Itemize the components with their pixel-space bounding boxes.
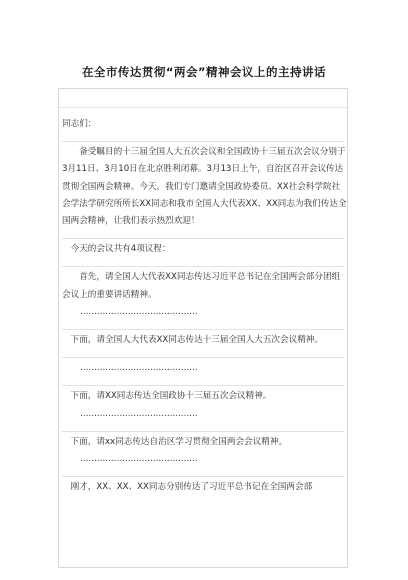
paragraph-agenda-item-1: 首先，请全国人大代表XX同志传达习近平总书记在全国两会部分团组会议上的重要讲话精神。	[62, 272, 341, 300]
separator	[62, 230, 348, 241]
separator	[62, 133, 348, 144]
ellipsis-line: ……………………………………	[80, 363, 198, 374]
paragraph-agenda: 今天的会议共有4项议程：	[62, 244, 171, 255]
separator	[62, 377, 348, 388]
separator	[62, 258, 348, 269]
paragraph-agenda-item-3: 下面，请XX同志传达全国政协十三届五次会议精神。	[62, 391, 272, 402]
paragraph-agenda-item-2: 下面，请全国人大代表XX同志传达十三届全国人大五次会议精神。	[62, 335, 323, 346]
ellipsis-line: ……………………………………	[80, 306, 198, 317]
frame-rule	[59, 107, 347, 108]
separator	[62, 321, 348, 332]
separator	[62, 468, 348, 479]
ellipsis-line: ……………………………………	[80, 454, 198, 465]
separator	[62, 423, 348, 434]
paragraph-closing: 刚才，XX、XX、XX同志分别传达了习近平总书记在全国两会部	[62, 482, 313, 493]
separator	[62, 349, 348, 360]
paragraph-agenda-item-4: 下面，请xx同志传达自治区学习贯彻全国两会会议精神。	[62, 436, 288, 447]
ellipsis-line: ……………………………………	[80, 408, 198, 419]
salutation: 同志们：	[62, 119, 97, 129]
document-title: 在全市传达贯彻“两会”精神会议上的主持讲话	[81, 65, 327, 79]
document-body	[62, 110, 348, 496]
paragraph-opening: 备受瞩目的十三届全国人大五次会议和全国政协十三届五次会议分别于3月11日、3月10日在北京胜利闭幕。3月13日上午，自治区召开会议传达贯彻全国两会精神。今天，我们专门邀请全国政协委员、XX社会科学院社会学法学研究所所长XX同志和我市全国人大代表XX、XX同志为我们传达全国两会精神，让我们表示热烈欢迎！	[62, 147, 347, 227]
